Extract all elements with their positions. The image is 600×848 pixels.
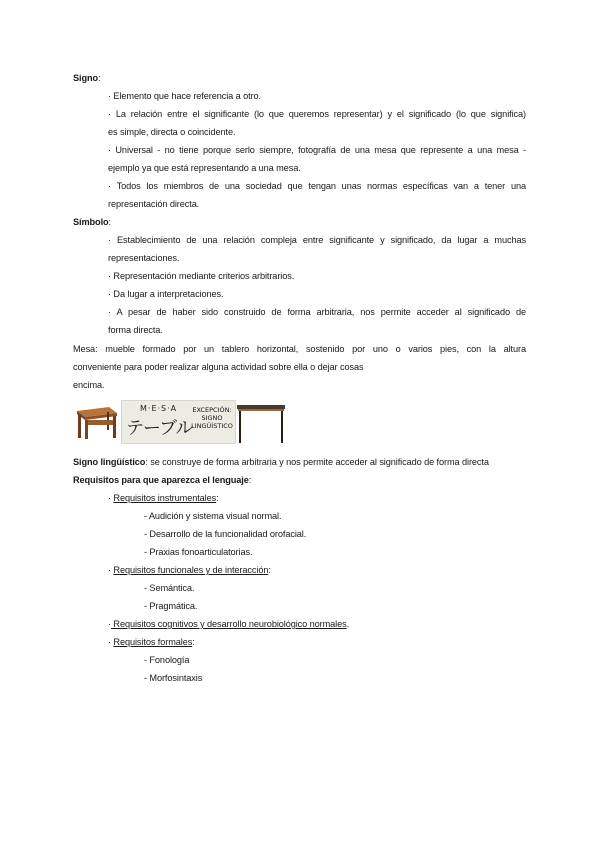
signo-linguistico-definition: : se construye de forma arbitraria y nos permite acceder al significado de forma directa (145, 457, 489, 467)
signo-bullet-2: · La relación entre el significante (lo que queremos representar) y el significado (lo que significa) (108, 109, 526, 119)
signo-heading-line (73, 72, 100, 84)
bullet: · (108, 565, 114, 575)
simbolo-bullet-1: · Establecimiento de una relación compleja entre significante y significado, da lugar a muchas (108, 235, 526, 245)
requisitos-formales-label: Requisitos formales (113, 637, 193, 647)
mesa-definition-line-3: encima. (73, 380, 105, 390)
signo-linguistico-term: Signo lingüístico (73, 457, 146, 467)
requisito-item: - Morfosintaxis (144, 673, 203, 683)
simbolo-bullet-2: · Representación mediante criterios arbitrarios. (108, 271, 295, 281)
requisitos-funcionales-label: Requisitos funcionales y de interacción (113, 565, 269, 575)
signo-bullet-4-cont: representación directa. (108, 199, 200, 209)
bullet: · (108, 619, 111, 629)
simbolo-bullet-3: · Da lugar a interpretaciones. (108, 289, 224, 299)
linguistic-sign-figure (121, 400, 236, 444)
requisitos-group-3 (108, 618, 349, 630)
punctuation: : (268, 565, 271, 575)
signo-linguistico-line (73, 456, 489, 468)
bullet: · (108, 637, 114, 647)
requisitos-instrumentales-label: Requisitos instrumentales (113, 493, 217, 503)
simbolo-heading-line (73, 216, 111, 228)
signo-colon: : (98, 73, 101, 83)
simbolo-bullet-4-cont: forma directa. (108, 325, 163, 335)
requisito-item: - Pragmática. (144, 601, 198, 611)
requisito-item: - Praxias fonoarticulatorias. (144, 547, 253, 557)
requisito-item: - Audición y sistema visual normal. (144, 511, 282, 521)
mesa-definition-line-1: Mesa: mueble formado por un tablero horizontal, sostenido por uno o varios pies, con la altura (73, 344, 526, 354)
mesa-word-label: M·E·S·A (140, 404, 178, 413)
punctuation: : (192, 637, 195, 647)
exception-line-3: LINGÜÍSTICO (191, 422, 233, 430)
requisitos-heading: Requisitos para que aparezca el lenguaje (73, 475, 249, 485)
requisitos-group-2 (108, 564, 271, 576)
signo-heading: Signo (73, 73, 99, 83)
requisitos-heading-line (73, 474, 251, 486)
punctuation: . (346, 619, 350, 629)
requisito-item: - Semántica. (144, 583, 195, 593)
exception-line-2: SIGNO (201, 414, 223, 422)
requisitos-cognitivos-label: Requisitos cognitivos y desarrollo neurobiológico normales (110, 619, 347, 629)
requisito-item: - Fonología (144, 655, 190, 665)
requisitos-group-1 (108, 492, 219, 504)
signo-bullet-4: · Todos los miembros de una sociedad que tengan unas normas específicas van a tener una (108, 181, 526, 191)
requisitos-colon: : (248, 475, 252, 485)
table-drawing-image (237, 402, 287, 444)
requisito-item: - Desarrollo de la funcionalidad orofacial. (144, 529, 307, 539)
signo-bullet-1: · Elemento que hace referencia a otro. (108, 91, 261, 101)
simbolo-heading: Símbolo (73, 217, 109, 227)
mesa-definition-line-2: conveniente para poder realizar alguna actividad sobre ella o dejar cosas (73, 362, 364, 372)
table-photo-image (75, 404, 119, 440)
simbolo-colon: : (108, 217, 111, 227)
requisitos-group-4 (108, 636, 195, 648)
exception-label (190, 406, 234, 430)
punctuation: : (216, 493, 219, 503)
exception-line-1: EXCEPCIÓN: (192, 406, 232, 414)
simbolo-bullet-4: · A pesar de haber sido construido de forma arbitraria, nos permite acceder al significado de (108, 307, 526, 317)
simbolo-bullet-1-cont: representaciones. (108, 253, 180, 263)
signo-bullet-3: · Universal - no tiene porque serlo siempre, fotografía de una mesa que represente a una mesa - (108, 145, 526, 155)
bullet: · (108, 493, 114, 503)
japanese-word-label: テーブル (126, 418, 193, 439)
signo-bullet-2-cont: es simple, directa o coincidente. (108, 127, 236, 137)
signo-bullet-3-cont: ejemplo ya que está representando a una mesa. (108, 163, 301, 173)
